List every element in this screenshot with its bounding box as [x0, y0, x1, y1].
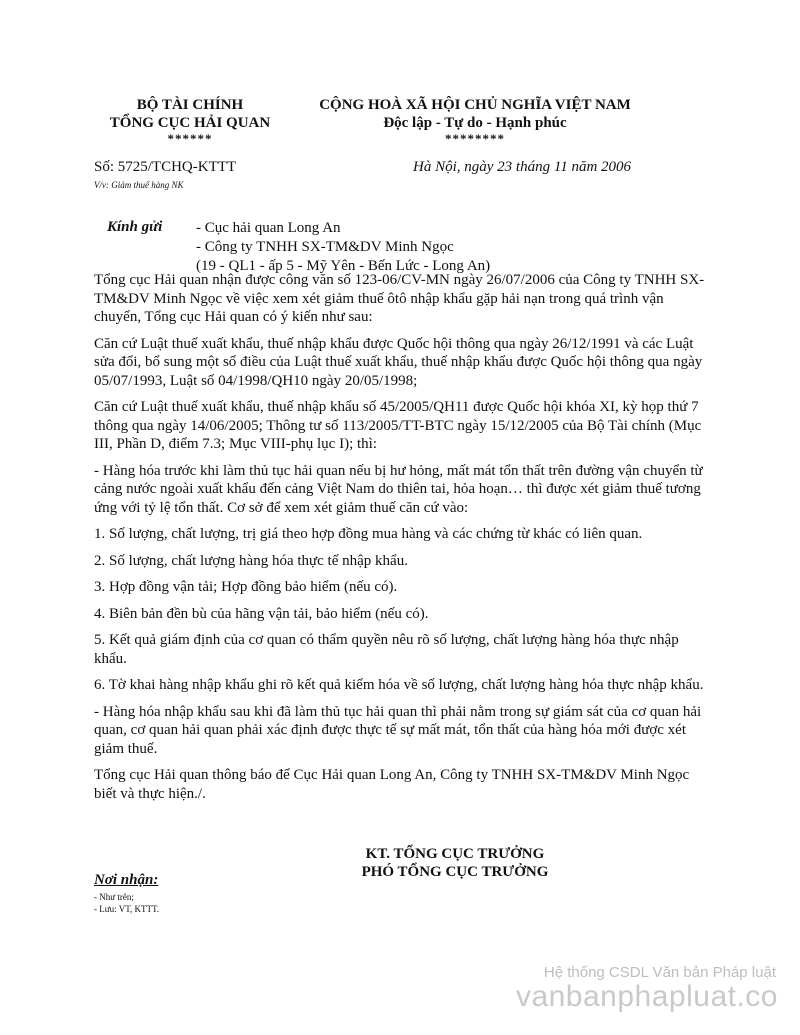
national-header [290, 96, 660, 146]
list-item: 5. Kết quả giám định của cơ quan có thẩm quyền nêu rõ số lượng, chất lượng hàng hóa thực nhập khẩu. [94, 632, 679, 667]
recipient-item: - Công ty TNHH SX-TM&DV Minh Ngọc [196, 239, 454, 255]
recipient-address: (19 - QL1 - ấp 5 - Mỹ Yên - Bến Lức - Long An) [196, 258, 491, 274]
list-item: 1. Số lượng, chất lượng, trị giá theo hợp đồng mua hàng và các chứng từ khác có liên quan. [94, 526, 643, 542]
list-item: 6. Tờ khai hàng nhập khẩu ghi rõ kết quả kiểm hóa về số lượng, chất lượng hàng hóa thực nhập khẩu. [94, 677, 704, 693]
watermark-site: vanbanphapluat.co [515, 980, 778, 1013]
noi-nhan-title: Nơi nhận: [94, 872, 159, 888]
agency-header [80, 96, 300, 146]
body-paragraph: Căn cứ Luật thuế xuất khẩu, thuế nhập khẩu số 45/2005/QH11 được Quốc hội khóa XI, kỳ họp thứ 7 thông qua ngày 14/06/2005; Thông tư số 113/2005/TT-BTC ngày 15/12/2005 của Bộ Tài chính (Mục III, Phần D, điểm 7.3; Mục VIII-phụ lục I); thì: [94, 399, 702, 452]
recipients-label: Kính gửi [107, 219, 163, 235]
national-title: CỘNG HOÀ XÃ HỘI CHỦ NGHĨA VIỆT NAM [319, 97, 631, 113]
watermark-text: Hệ thống CSDL Văn bản Pháp luật [543, 964, 776, 981]
right-stars: ******** [445, 131, 505, 146]
list-item: 4. Biên bản đền bù của hãng vận tải, bảo hiểm (nếu có). [94, 605, 429, 622]
body-paragraph: Căn cứ Luật thuế xuất khẩu, thuế nhập khẩu được Quốc hội thông qua ngày 26/12/1991 và các Luật sửa đổi, bổ sung một số điều của Luật thuế xuất khẩu, thuế nhập khẩu được Quốc hội thông qua ngày 05/07/1993, Luật số 04/1998/QH10 ngày 20/05/1998; [94, 335, 703, 389]
noi-nhan-item: - Như trên; [94, 892, 134, 902]
recipient-item: - Cục hải quan Long An [196, 220, 341, 236]
ministry-name: BỘ TÀI CHÍNH [136, 97, 244, 113]
document-subject: V/v: Giảm thuế hàng NK [94, 180, 184, 190]
noi-nhan-item: - Lưu: VT, KTTT. [94, 904, 160, 914]
document-date: Hà Nội, ngày 23 tháng 11 năm 2006 [413, 159, 632, 175]
letter-body [94, 271, 714, 811]
list-item: 3. Hợp đồng vận tải; Hợp đồng bảo hiểm (nếu có). [94, 579, 398, 595]
signature-position: PHÓ TỔNG CỤC TRƯỞNG [361, 864, 549, 880]
noi-nhan-list [94, 891, 159, 915]
body-paragraph: - Hàng hóa trước khi làm thủ tục hải quan nếu bị hư hỏng, mất mát tổn thất trên đường vận chuyển từ cảng nước ngoài xuất khẩu đến cảng Việt Nam do thiên tai, hỏa hoạn… thì được xét giảm thuế tương ứng với tỷ lệ tổn thất. Cơ sở để xem xét giảm thuế căn cứ vào: [94, 462, 703, 516]
body-paragraph: Tổng cục Hải quan thông báo để Cục Hải quan Long An, Công ty TNHH SX-TM&DV Minh Ngọc biết và thực hiện./. [94, 767, 690, 802]
document-number: Số: 5725/TCHQ-KTTT [94, 159, 237, 175]
recipients-list [196, 219, 490, 276]
list-item: 2. Số lượng, chất lượng hàng hóa thực tế nhập khẩu. [94, 552, 408, 569]
signature-block [320, 845, 590, 881]
body-paragraph: Tổng cục Hải quan nhận được công văn số 123-06/CV-MN ngày 26/07/2006 của Công ty TNHH SX-TM&DV Minh Ngọc về việc xem xét giảm thuế ôtô nhập khẩu gặp hải nạn trong quá trình vận chuyển, Tổng cục Hải quan có ý kiến như sau: [94, 272, 705, 325]
left-stars: ****** [167, 131, 213, 146]
national-motto: Độc lập - Tự do - Hạnh phúc [383, 115, 567, 131]
body-paragraph: - Hàng hóa nhập khẩu sau khi đã làm thủ tục hải quan thì phải nằm trong sự giám sát của cơ quan hải quan, cơ quan hải quan phải xác định được thực tế sự mất mát, tổn thất của hàng hóa mới được xét giảm thuế. [94, 703, 702, 757]
signature-title: KT. TỔNG CỤC TRƯỞNG [365, 846, 545, 862]
department-name: TỔNG CỤC HẢI QUAN [109, 115, 271, 131]
